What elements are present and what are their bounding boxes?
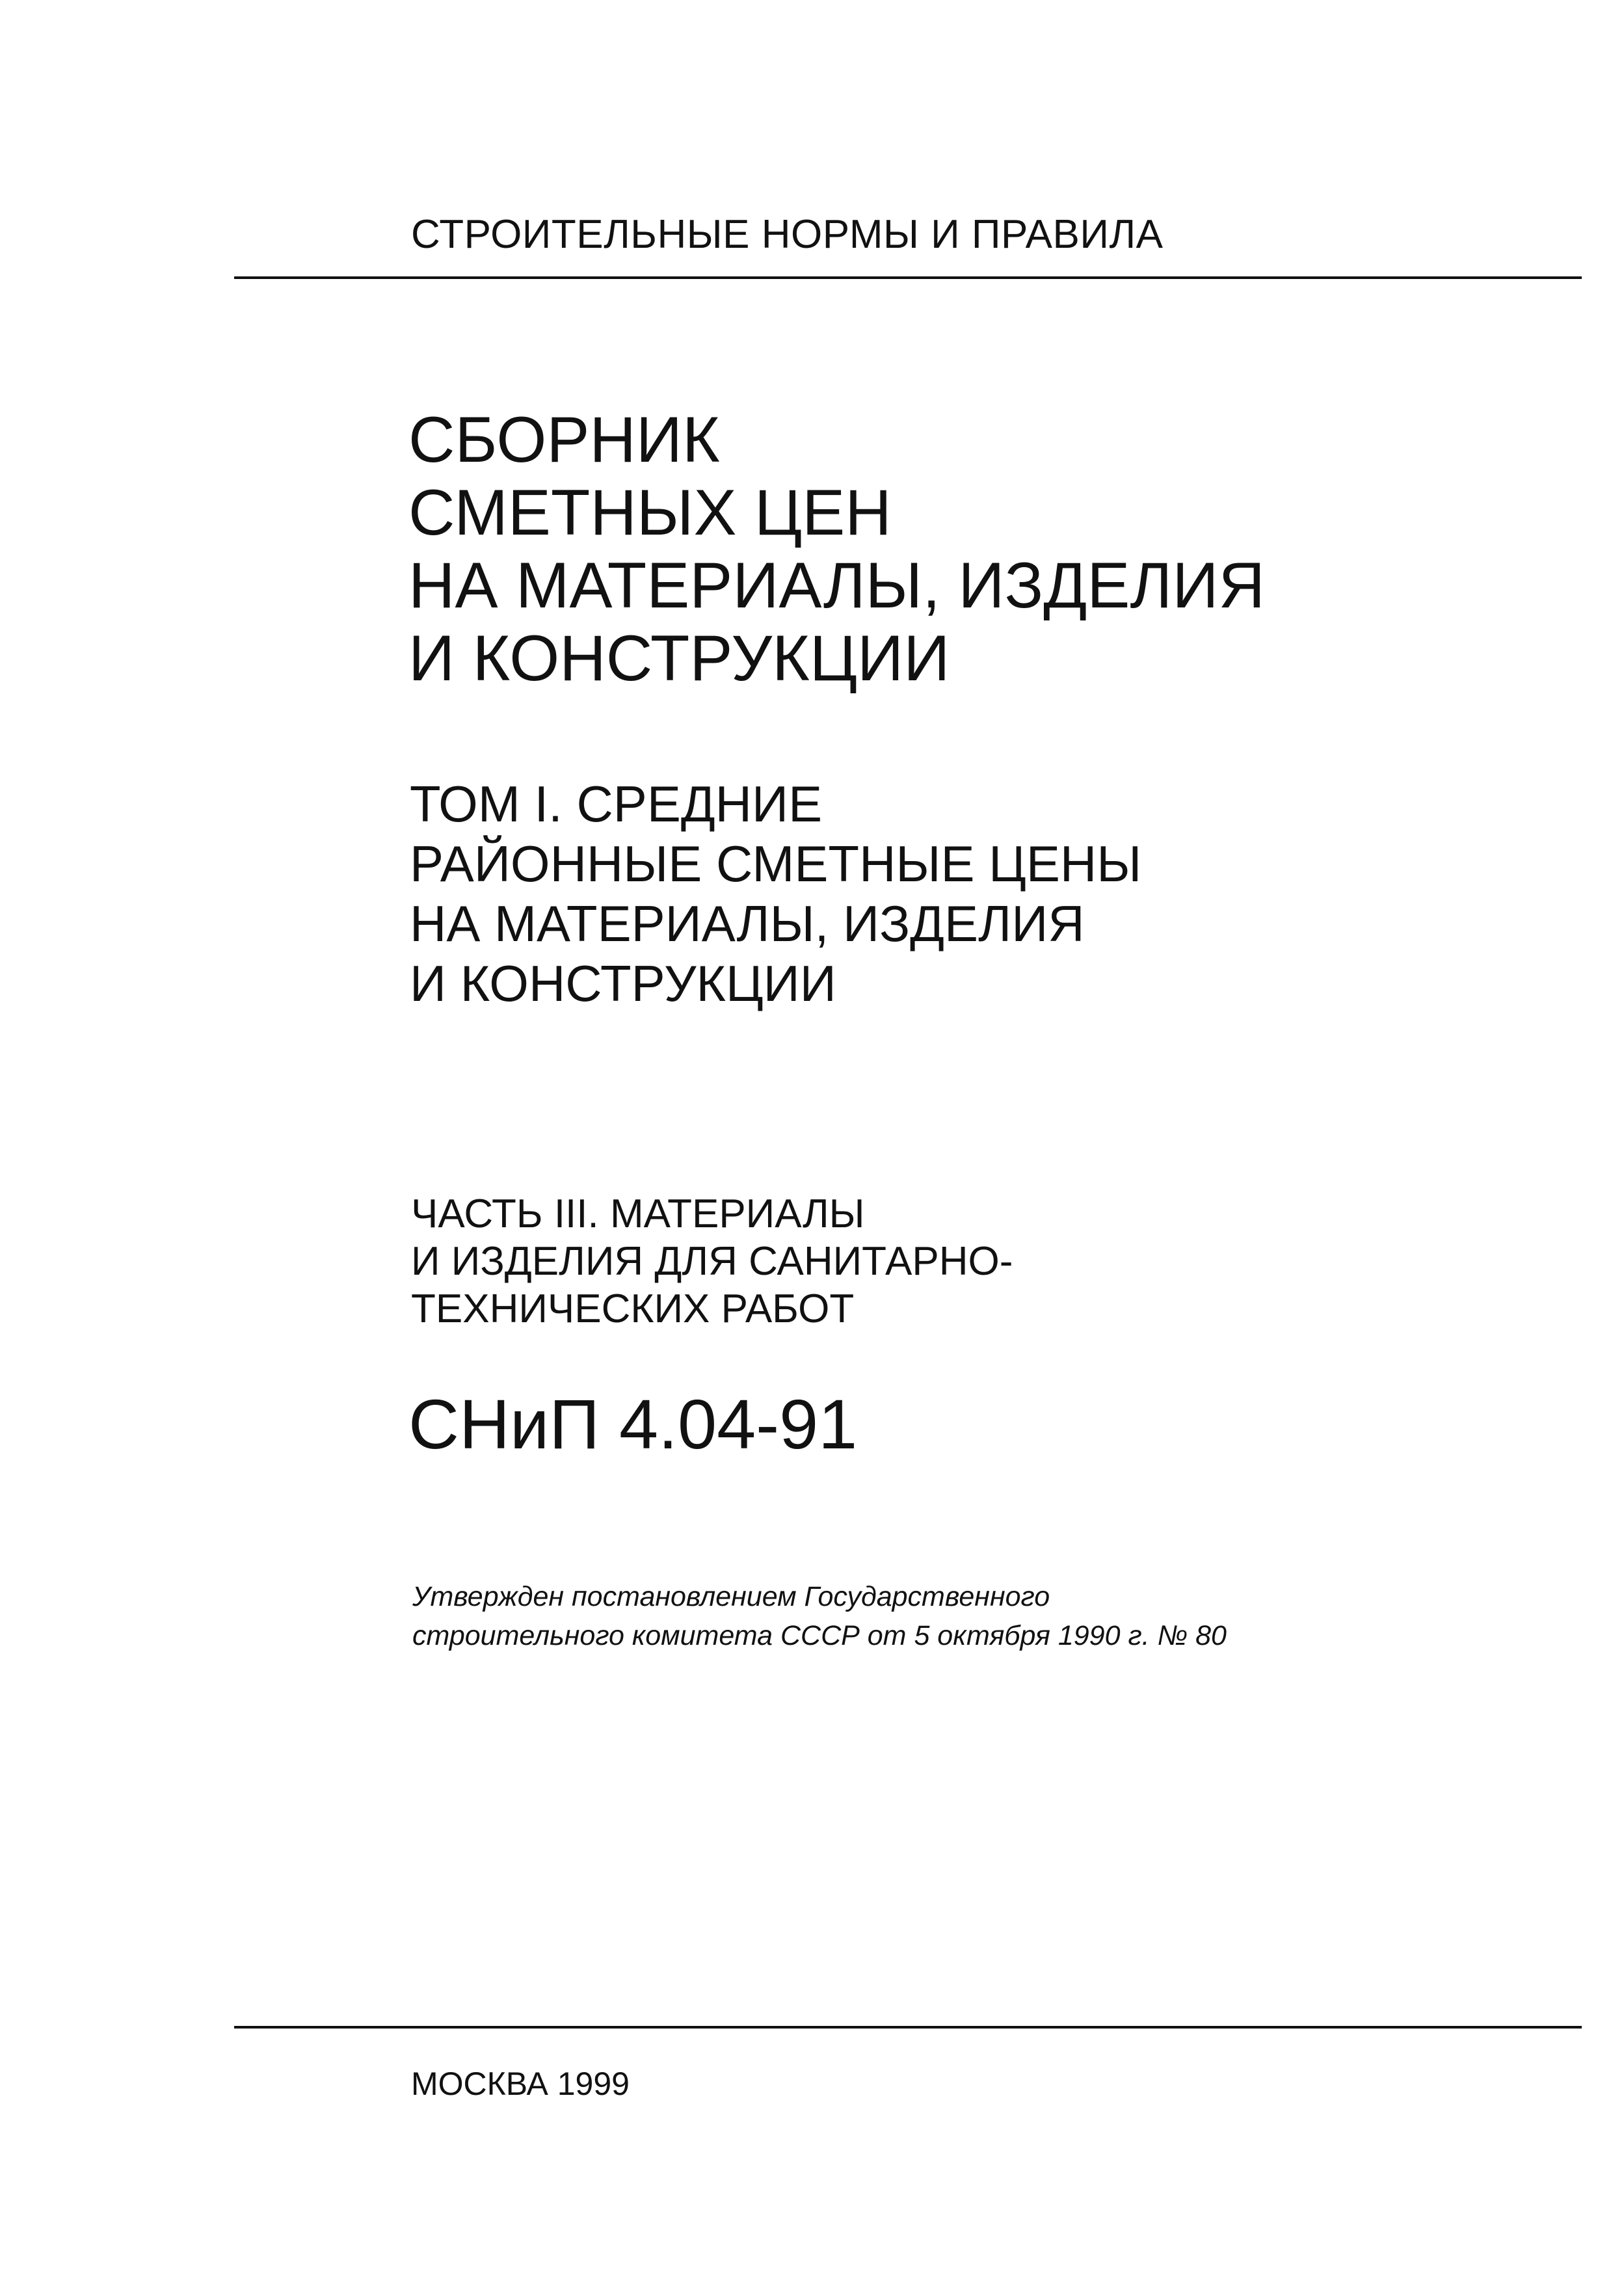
volume-title-line: ТОМ I. СРЕДНИЕ (410, 775, 823, 832)
document-code: СНиП 4.04-91 (408, 1385, 858, 1463)
footer-divider (234, 2026, 1582, 2029)
volume-title-line: НА МАТЕРИАЛЫ, ИЗДЕЛИЯ (410, 895, 1085, 952)
approval-note-line: строительного комитета СССР от 5 октября 1990 г. № 80 (412, 1620, 1227, 1651)
volume-title-line: И КОНСТРУКЦИИ (410, 955, 836, 1012)
collection-title-line: НА МАТЕРИАЛЫ, ИЗДЕЛИЯ (408, 549, 1265, 621)
volume-title (410, 774, 1141, 1013)
header-divider (234, 276, 1582, 279)
part-title (411, 1190, 1013, 1333)
collection-title (408, 403, 1265, 695)
collection-title-line: СБОРНИК (408, 403, 720, 475)
collection-title-line: СМЕТНЫХ ЦЕН (408, 476, 892, 548)
approval-note (412, 1577, 1227, 1655)
volume-title-line: РАЙОННЫЕ СМЕТНЫЕ ЦЕНЫ (410, 835, 1142, 892)
part-title-line: ЧАСТЬ III. МАТЕРИАЛЫ (411, 1191, 865, 1236)
collection-title-line: И КОНСТРУКЦИИ (408, 622, 950, 694)
publication-place-year: МОСКВА 1999 (411, 2066, 630, 2102)
series-title: СТРОИТЕЛЬНЫЕ НОРМЫ И ПРАВИЛА (411, 212, 1164, 257)
approval-note-line: Утвержден постановлением Государственного (412, 1581, 1050, 1612)
part-title-line: ТЕХНИЧЕСКИХ РАБОТ (411, 1286, 855, 1331)
part-title-line: И ИЗДЕЛИЯ ДЛЯ САНИТАРНО- (411, 1239, 1013, 1284)
